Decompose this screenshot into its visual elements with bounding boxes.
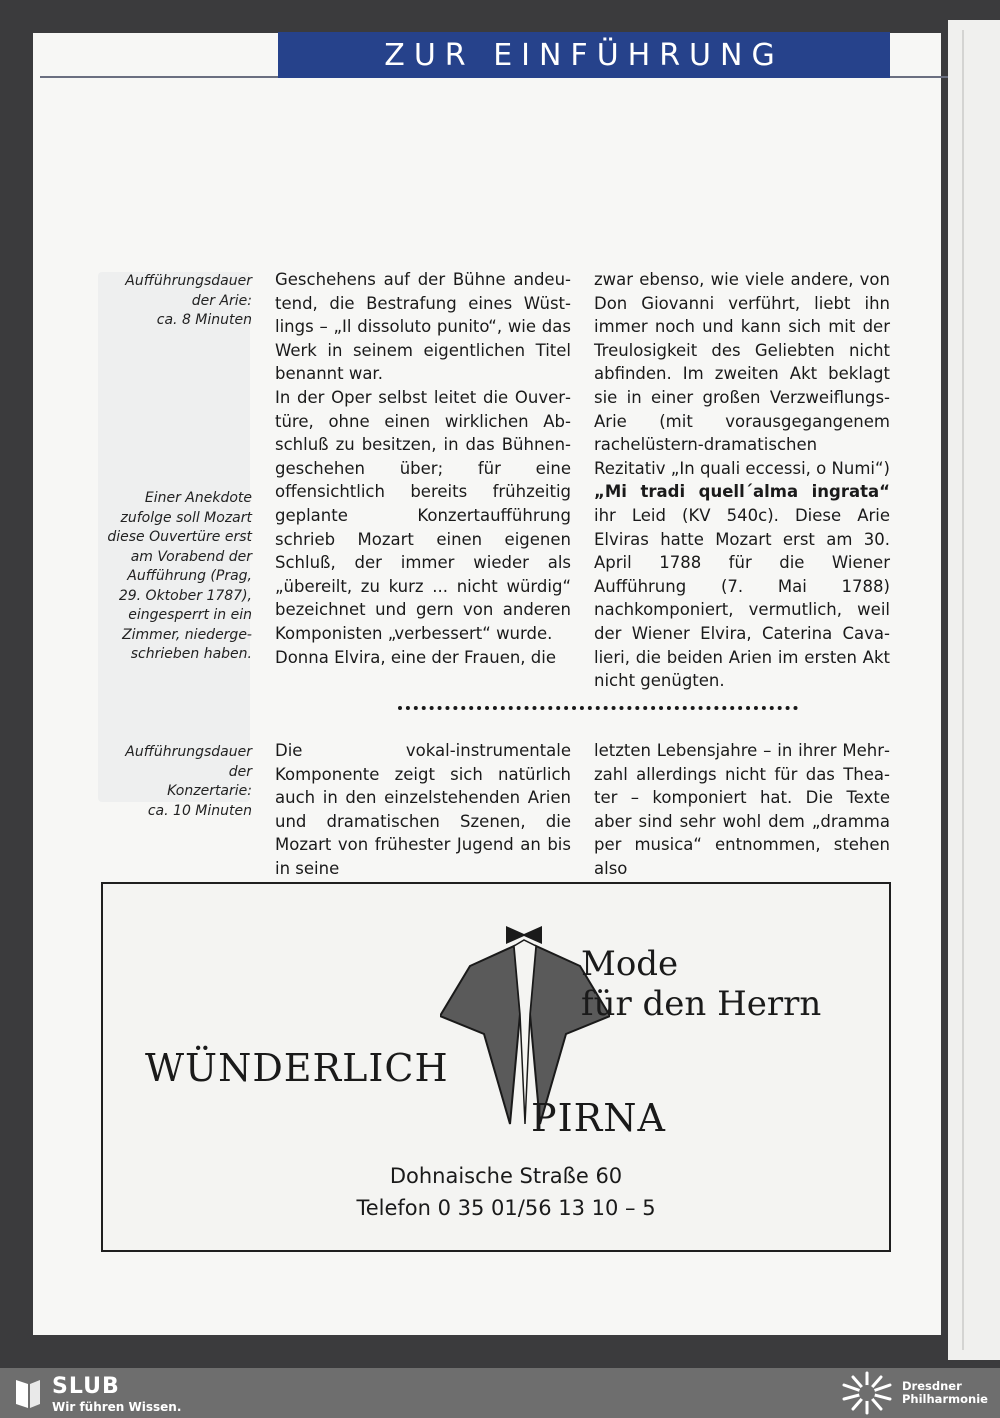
- partner-name-line: Philharmonie: [902, 1392, 988, 1406]
- body-column-left-2: [275, 739, 571, 881]
- library-name[interactable]: SLUB: [52, 1374, 120, 1399]
- page-title: ZUR EINFÜHRUNG: [384, 38, 784, 73]
- paragraph-text: zwar ebenso, wie viele andere, von Don Giovanni verführt, liebt ihn immer noch und kann sich mit der Treulosigkeit des Geliebten nicht abfinden. Im zweiten Akt beklagt sie in einer großen Verzweiflungs-Arie (mit vorausgegangenem rachelüstern-dramatischen Rezitativ „In quali eccessi, o Numi“): [594, 270, 890, 478]
- paragraph: Donna Elvira, eine der Frauen, die: [275, 647, 557, 667]
- side-note-line: diese Ouvertüre erst: [107, 529, 252, 545]
- side-note-line: Konzertarie:: [167, 783, 252, 799]
- body-column-right-2: [594, 739, 890, 881]
- advertisement: [101, 882, 891, 1252]
- side-note-line: Einer Anekdote: [144, 490, 252, 506]
- side-note-line: 29. Oktober 1787),: [118, 587, 252, 604]
- side-note-line: eingesperrt in ein: [128, 607, 252, 623]
- partner-name-line: Dresdner: [902, 1379, 962, 1393]
- paragraph: Die vokal-instrumentale Komponente zeigt sich natürlich auch in den einzelstehenden Arien und dramatischen Szenen, die Mozart von frühester Jugend an bis in seine: [275, 741, 571, 878]
- paragraph: In der Oper selbst leitet die Ouvertüre, ohne einen wirklichen Abschluß zu besitzen, in das Bühnengeschehen über; für eine offensichtlich bereits frühzeitig geplante Konzertaufführung schrieb Mozart einen eigenen Schluß, der immer wieder als „übereilt, zu kurz ... nicht würdig“ bezeichnet und gern von anderen Komponisten „verbessert“ wurde.: [275, 387, 571, 643]
- footer-bar: [0, 1368, 1000, 1418]
- header-band: [278, 32, 890, 78]
- library-tagline: Wir führen Wissen.: [52, 1400, 182, 1414]
- philharmonie-sunburst-icon: [840, 1371, 894, 1415]
- partner-name[interactable]: [902, 1380, 988, 1406]
- section-divider: [398, 706, 798, 710]
- next-page-edge: [948, 20, 1000, 1360]
- side-note-line: Aufführungsdauer der: [125, 744, 252, 780]
- slub-book-icon: [14, 1376, 42, 1410]
- side-note-line: Zimmer, niederge-: [122, 626, 252, 643]
- ad-slogan-line: Mode: [581, 944, 679, 984]
- side-note-duration-concert-aria: [100, 743, 252, 821]
- side-note-line: schrieben haben.: [130, 646, 252, 662]
- side-note-line: am Vorabend der: [130, 548, 252, 565]
- side-note-line: Aufführung (Prag,: [127, 568, 252, 584]
- paragraph: [594, 268, 890, 693]
- page-fold-line: [962, 30, 964, 1350]
- paragraph: letzten Lebensjahre – in ihrer Mehrzahl allerdings nicht für das Theater – komponiert hat. Die Texte aber sind sehr wohl dem „dramma per musica“ entnommen, stehen also: [594, 741, 890, 878]
- ad-slogan-line: für den Herrn: [581, 984, 822, 1024]
- side-note-duration-aria: [100, 272, 252, 331]
- ad-brand-name: WÜNDERLICH: [145, 1046, 449, 1090]
- ad-city: PIRNA: [531, 1096, 666, 1140]
- paragraph-text: ihr Leid (KV 540c). Diese Arie Elviras hatte Mozart erst am 30. April 1788 für die Wiener Aufführung (7. Mai 1788) nachkomponiert, vermutlich, weil der Wiener Elvira, Caterina Cavalieri, die beiden Arien im ersten Akt nicht genügten.: [594, 505, 890, 691]
- ad-slogan: [581, 944, 821, 1024]
- ad-address: Dohnaische Straße 60: [389, 1164, 623, 1188]
- side-note-line: Aufführungsdauer: [125, 273, 252, 289]
- aria-title: „Mi tradi quell´alma ingrata“: [594, 482, 890, 502]
- side-note-anecdote: [100, 489, 252, 665]
- side-note-line: zufolge soll Mozart: [120, 509, 252, 526]
- body-column-right: [594, 268, 890, 693]
- side-note-line: ca. 10 Minuten: [147, 802, 252, 819]
- side-note-line: ca. 8 Minuten: [156, 312, 252, 328]
- body-column-left: [275, 268, 571, 669]
- side-note-line: der Arie:: [191, 292, 252, 309]
- ad-phone: Telefon 0 35 01/56 13 10 – 5: [356, 1196, 656, 1220]
- paragraph: Geschehens auf der Bühne andeutend, die Bestrafung eines Wüstlings – „Il dissoluto punito“, wie das Werk in seinem eigentlichen Titel benannt war.: [275, 270, 571, 384]
